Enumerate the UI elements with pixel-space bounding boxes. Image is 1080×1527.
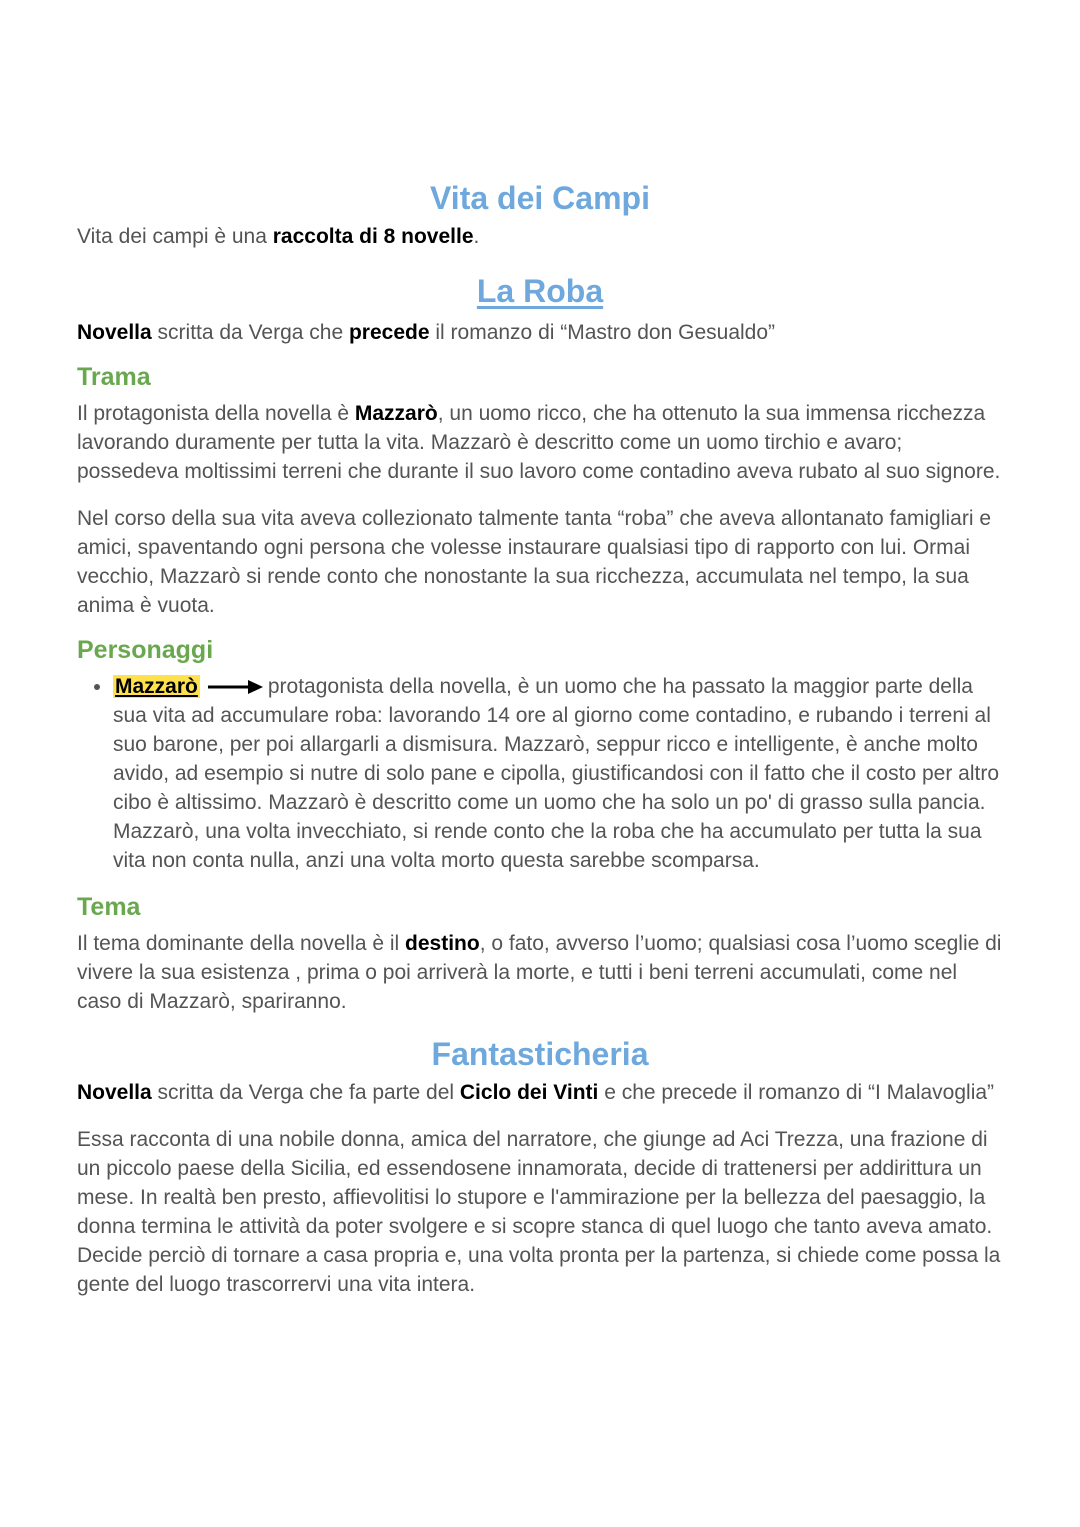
document-page [77,178,1003,1299]
trama-paragraph-2: Nel corso della sua vita aveva collezionato talmente tanta “roba” che aveva allontanato famigliari e amici, spaventando ogni persona che volesse instaurare qualsiasi tipo di rapporto con lui. Ormai vecchio, Mazzarò si rende conto che nonostante la sua ricchezza, accumulata nel tempo, la sua anima è vuota. [77,507,992,617]
fantasticheria-paragraph: Essa racconta di una nobile donna, amica del narratore, che giunge ad Aci Trezza, una frazione di un piccolo paese della Sicilia, ed essendosene innamorata, decide di trattenersi per addirittura un mese. In realtà ben presto, affievolitisi lo stupore e l'ammirazione per la bellezza del paesaggio, la donna termina le attività da poter svolgere e si scopre stanca di quel luogo che tanto aveva amato. Decide perciò di tornare a casa propria e, una volta pronta per la partenza, si chiede come possa la gente del luogo trascorrervi una vita intera. [77,1128,1001,1296]
personaggi-list [77,672,1003,875]
title-la-roba: La Roba [476,273,604,309]
heading-personaggi: Personaggi [77,636,214,664]
vita-dei-campi-intro: Vita dei campi è una raccolta di 8 novelle. [77,225,480,248]
character-name-highlight: Mazzarò [115,675,198,698]
tema-paragraph: Il tema dominante della novella è il destino, o fato, avverso l’uomo; qualsiasi cosa l’uomo sceglie di vivere la sua esistenza , prima o poi arriverà la morte, e tutti i beni terreni accumulati, come nel caso di Mazzarò, spariranno. [77,932,1002,1013]
heading-trama: Trama [77,363,151,391]
title-vita-dei-campi: Vita dei Campi [430,180,650,216]
list-item: • Mazzarò protagonista della novella, è un uomo che ha passato la maggior parte della sua vita ad accumulare roba: lavorando 14 ore al giorno come contadino, e rubando i terreni al suo barone, per poi allargarli a dismisura. Mazzarò, seppur ricco e intelligente, è anche molto avido, ad esempio si nutre di solo pane e cipolla, giustificandosi con il fatto che il costo per altro cibo è altissimo. Mazzarò è descritto come un uomo che ha solo un po' di grasso sulla pancia. Mazzarò, una volta invecchiato, si rende conto che la roba che ha accumulato per tutta la sua vita non conta nulla, anzi una volta morto questa sarebbe scomparsa. [113,672,1003,875]
trama-paragraph-1: Il protagonista della novella è Mazzarò, un uomo ricco, che ha ottenuto la sua immensa ricchezza lavorando duramente per tutta la vita. Mazzarò è descritto come un uomo tirchio e avaro; possedeva moltissimi terreni che durante il suo lavoro come contadino aveva rubato al suo signore. [77,402,1001,483]
la-roba-intro: Novella scritta da Verga che precede il romanzo di “Mastro don Gesualdo” [77,321,776,344]
right-arrow-icon [206,680,264,694]
title-fantasticheria: Fantasticheria [431,1036,649,1072]
fantasticheria-intro: Novella scritta da Verga che fa parte del Ciclo dei Vinti e che precede il romanzo di “I Malavoglia” [77,1081,995,1104]
heading-tema: Tema [77,893,141,921]
